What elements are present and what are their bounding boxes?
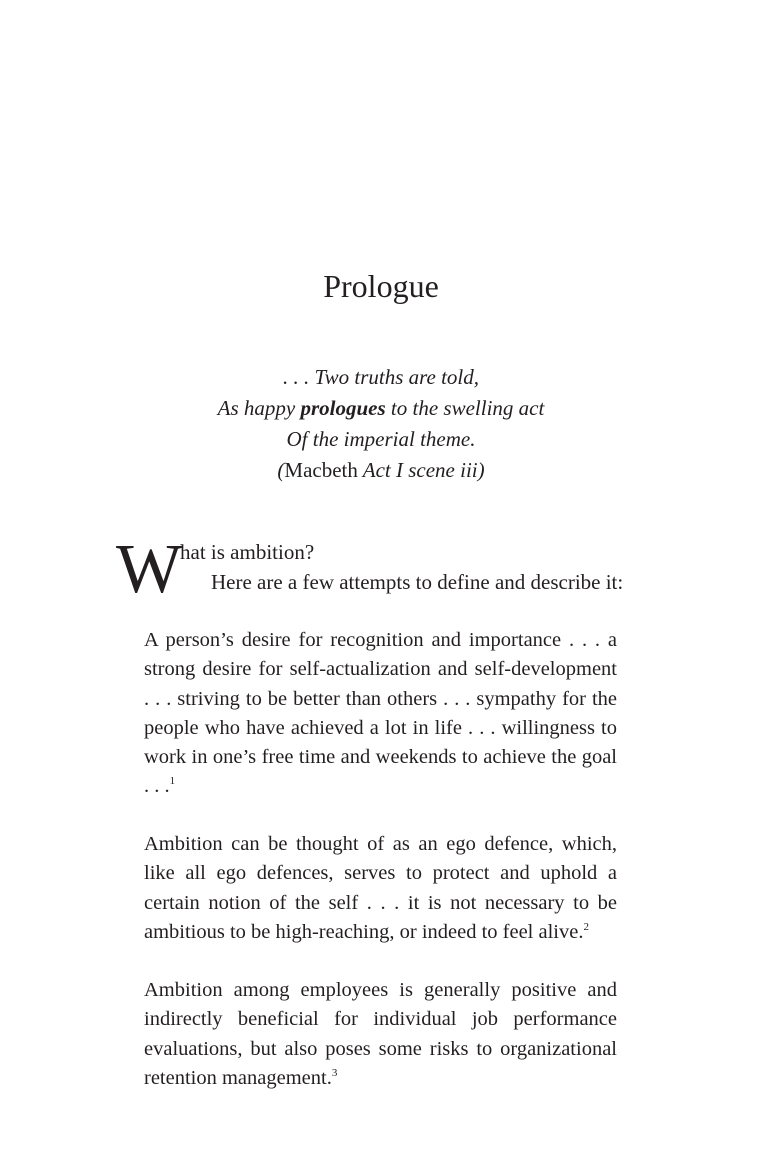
- epigraph-citation: [0, 455, 762, 486]
- epigraph-line-2-start: As happy: [217, 396, 301, 420]
- epigraph-line-1-text: . . . Two truths are told,: [282, 365, 480, 389]
- opening-question: hat is ambition?: [180, 540, 315, 564]
- citation-play-title: Macbeth: [284, 458, 358, 482]
- footnote-marker-3: 3: [331, 1066, 338, 1079]
- citation-open-paren: (: [277, 458, 285, 482]
- epigraph-bold-word: prologues: [300, 396, 386, 420]
- block-quote-2-text: Ambition can be thought of as an ego defence, which, like all ego defences, serves to protect and uphold a certain notion of the self . . . it is not necessary to be ambitious to be high-reaching, or indeed to feel alive.: [144, 833, 617, 943]
- block-quote-3: [144, 976, 617, 1093]
- epigraph-line-2-end: to the swelling act: [385, 396, 545, 420]
- block-quote-1-text: A person’s desire for recognition and importance . . . a strong desire for self-actualization and self-development . . . striving to be better than others . . . sympathy for the people who have achieved a lot in life . . . willingness to work in one’s free time and weekends to achieve the goal . . .: [144, 629, 617, 798]
- drop-cap: W: [116, 531, 183, 608]
- opening-intro: Here are a few attempts to define and describe it:: [211, 570, 624, 594]
- epigraph-line-3-text: Of the imperial theme.: [286, 427, 476, 451]
- citation-act-scene: Act I scene iii): [357, 458, 485, 482]
- block-quote-1: [144, 626, 617, 802]
- epigraph: [0, 362, 762, 486]
- chapter-title: Prologue: [323, 268, 439, 304]
- epigraph-line-1: [0, 362, 762, 393]
- footnote-marker-2: 2: [583, 920, 589, 933]
- block-quote-3-text: Ambition among employees is generally positive and indirectly beneficial for individual job performance evaluations, but also poses some risks to organizational retention management.: [144, 979, 617, 1089]
- footnote-marker-1: 1: [169, 775, 176, 788]
- block-quote-2: [144, 830, 617, 947]
- epigraph-line-3: [0, 424, 762, 455]
- epigraph-line-2: [0, 393, 762, 424]
